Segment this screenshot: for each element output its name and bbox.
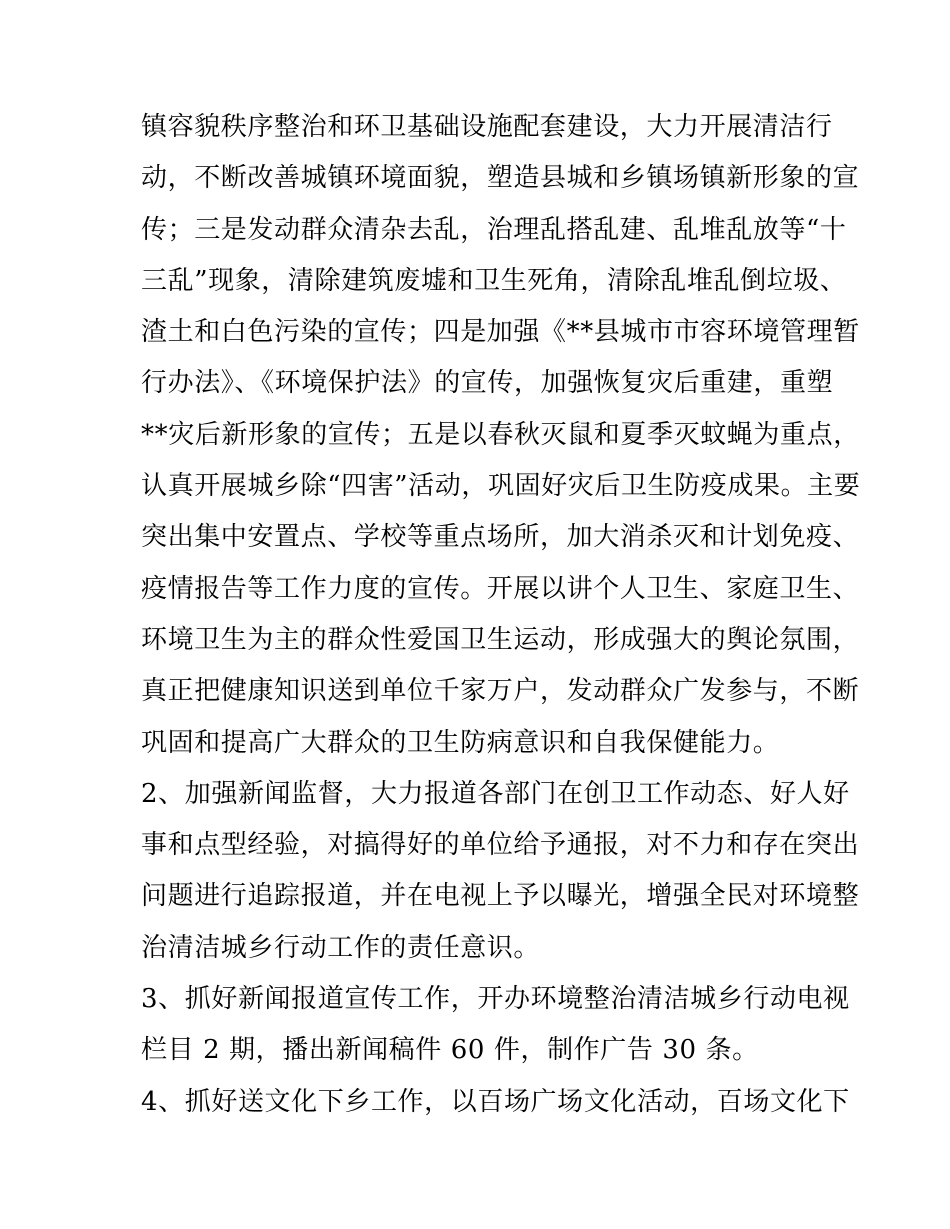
text-line: 4、抓好送文化下乡工作，以百场广场文化活动，百场文化下	[141, 1086, 850, 1117]
text-line: 3、抓好新闻报道宣传工作，开办环境整治清洁城乡行动电视	[141, 984, 850, 1015]
text-line: 疫情报告等工作力度的宣传。开展以讲个人卫生、家庭卫生、	[141, 573, 860, 604]
text-line: 行办法》、《环境保护法》的宣传，加强恢复灾后重建，重塑	[141, 368, 834, 399]
text-line: 渣土和白色污染的宣传；四是加强《**县城市市容环境管理暂	[141, 317, 860, 348]
text-line: 2、加强新闻监督，大力报道各部门在创卫工作动态、好人好	[141, 778, 850, 809]
text-line: 栏目 2 期，播出新闻稿件 60 件，制作广告 30 条。	[141, 1035, 759, 1066]
text-line: 镇容貌秩序整治和环卫基础设施配套建设，大力开展清洁行	[141, 112, 833, 142]
text-line: 认真开展城乡除“四害”活动，巩固好灾后卫生防疫成果。主要	[141, 471, 861, 502]
text-line: 问题进行追踪报道，并在电视上予以曝光，增强全民对环境整	[141, 881, 860, 912]
text-line: 真正把健康知识送到单位千家万户，发动群众广发参与，不断	[141, 676, 860, 707]
text-line: 三乱”现象，清除建筑废墟和卫生死角，清除乱堆乱倒垃圾、	[141, 265, 847, 296]
text-line: 传；三是发动群众清杂去乱，治理乱搭乱建、乱堆乱放等“十	[141, 214, 847, 245]
text-line: 动，不断改善城镇环境面貌，塑造县城和乡镇场镇新形象的宣	[141, 163, 860, 194]
text-line: 环境卫生为主的群众性爱国卫生运动，形成强大的舆论氛围，	[141, 624, 860, 655]
text-line: **灾后新形象的宣传；五是以春秋灭鼠和夏季灭蚊蝇为重点，	[141, 419, 860, 450]
text-line: 突出集中安置点、学校等重点场所，加大消杀灭和计划免疫、	[141, 522, 860, 553]
text-line: 治清洁城乡行动工作的责任意识。	[141, 932, 541, 963]
text-line: 事和点型经验，对搞得好的单位给予通报，对不力和存在突出	[141, 830, 860, 861]
text-line: 巩固和提高广大群众的卫生防病意识和自我保健能力。	[141, 727, 780, 758]
body-text	[141, 102, 861, 1128]
